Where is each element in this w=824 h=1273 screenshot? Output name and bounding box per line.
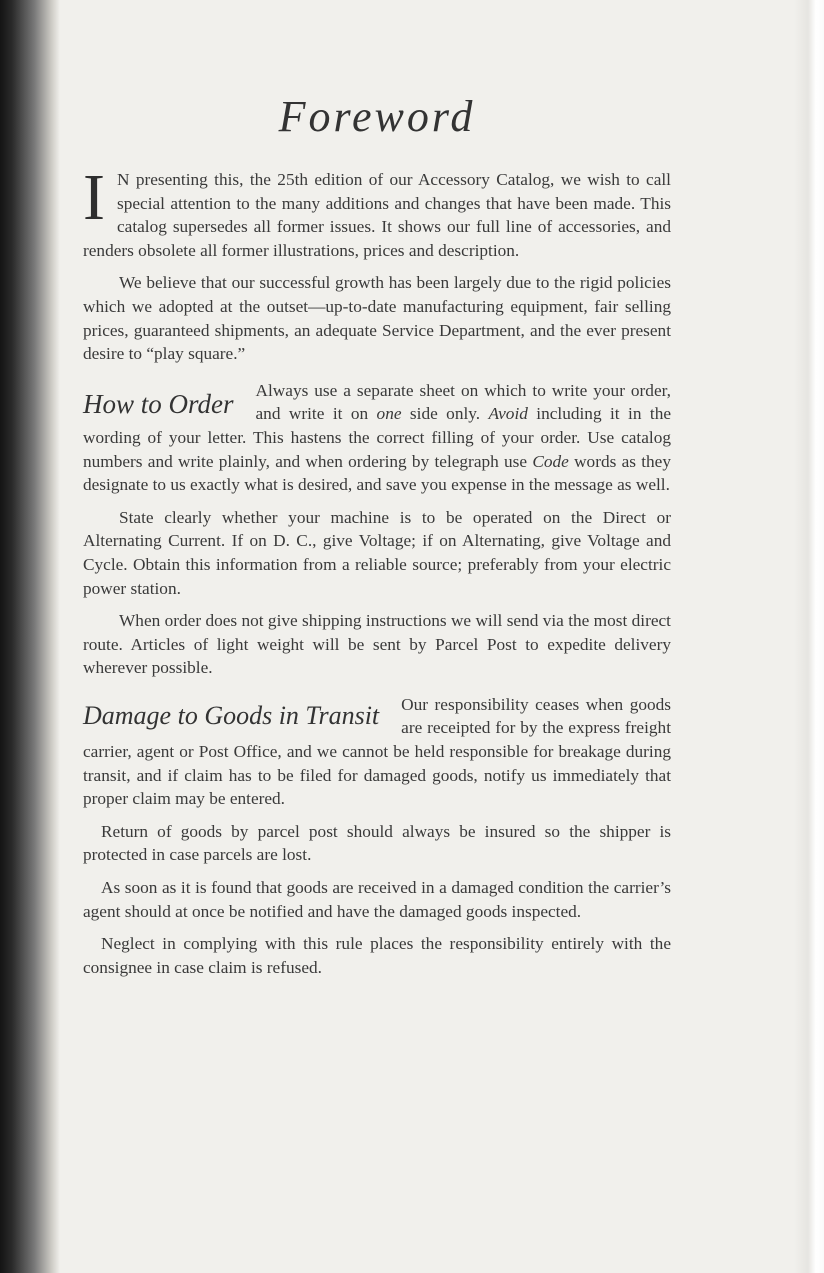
page-title: Foreword [278, 92, 476, 141]
how-to-order-text: words as they designate to us exactly what is desired, and save you expense in the message as well. [83, 451, 671, 495]
foreword-page [83, 90, 671, 988]
how-to-order-text: side only. [401, 404, 489, 424]
current-paragraph: State clearly whether your machine is to be operated on the Direct or Alternating Current. If on D. C., give Voltage; if on Alternating, give Voltage and Cycle. Obtain this information from a reliable source; preferably from your electric power station. [83, 507, 671, 598]
book-spine-shadow [0, 0, 60, 1273]
damage-section [83, 693, 671, 811]
damage-heading: Damage to Goods in Transit [83, 700, 380, 730]
emphasis-avoid: Avoid [488, 404, 528, 424]
page-edge [794, 0, 824, 1273]
shipping-paragraph: When order does not give shipping instructions we will send via the most direct route. Articles of light weight will be sent by Parcel Post to expedite delivery wherever possible. [83, 611, 671, 678]
how-to-order-text: Always use a separate sheet on which to write your order, and write it on [255, 380, 671, 424]
emphasis-code: Code [532, 451, 569, 471]
returns-paragraph: Return of goods by parcel post should always be insured so the shipper is protected in case parcels are lost. [83, 821, 671, 865]
growth-paragraph: We believe that our successful growth has been largely due to the rigid policies which we adopted at the outset—up-to-date manufacturing equipment, fair selling prices, guaranteed shipments, an adequate Service Department, and the ever present desire to “play square.” [83, 273, 671, 364]
damaged-condition-paragraph: As soon as it is found that goods are received in a damaged condition the carrier’s agent should at once be notified and have the damaged goods inspected. [83, 878, 671, 921]
emphasis-one: one [376, 404, 402, 424]
how-to-order-section [83, 379, 671, 497]
drop-cap: I [83, 161, 105, 234]
how-to-order-text: including it in the wording of your letter. This hastens the correct filling of your order. Use catalog numbers and write plainly, and when ordering by telegraph use [83, 404, 672, 471]
neglect-paragraph: Neglect in complying with this rule places the responsibility entirely with the consignee in case claim is refused. [83, 934, 671, 977]
damage-text: Our responsibility ceases when goods are receipted for by the express freight carrier, agent or Post Office, and we cannot be held responsible for breakage during transit, and if claim has to be filed for damaged goods, notify us immediately that proper claim may be entered. [83, 694, 671, 809]
how-to-order-heading: How to Order [83, 388, 234, 419]
intro-paragraph [83, 161, 671, 262]
intro-text: N presenting this, the 25th edition of our Accessory Catalog, we wish to call special attention to the many additions and changes that have been made. This catalog supersedes all former issues. It shows our full line of accessories, and renders obsolete all former illustrations, prices and description. [83, 170, 671, 260]
